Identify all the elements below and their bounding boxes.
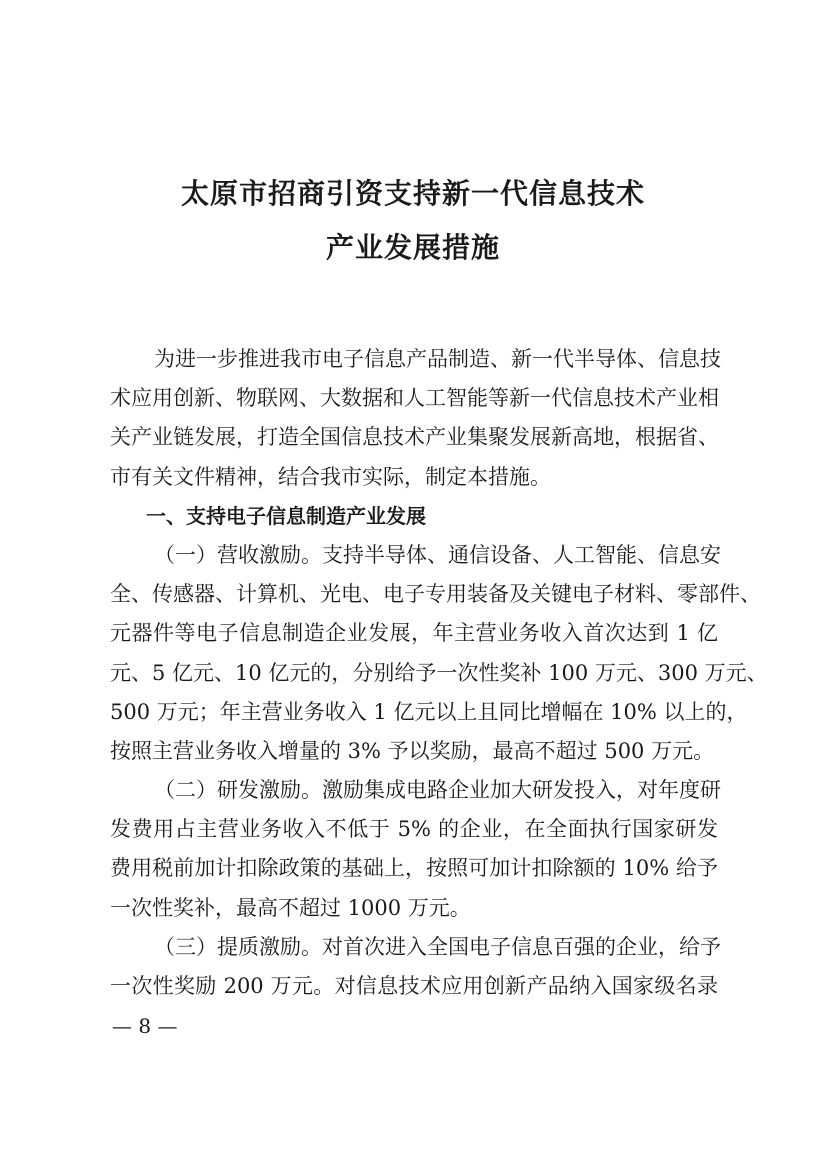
text-line: 关产业链发展，打造全国信息技术产业集聚发展新高地，根据省、 bbox=[110, 425, 719, 450]
text-line: 元、5 亿元、10 亿元的，分别给予一次性奖补 100 万元、300 万元、 bbox=[110, 660, 768, 685]
intro-paragraph bbox=[110, 340, 721, 497]
document-body bbox=[110, 340, 768, 1006]
text-line: 元器件等电子信息制造企业发展，年主营业务收入首次达到 1 亿 bbox=[110, 621, 718, 646]
text-line: 一次性奖励 200 万元。对信息技术应用创新产品纳入国家级名录 bbox=[110, 974, 718, 998]
text-line: 费用税前加计扣除政策的基础上，按照可加计扣除额的 10% 给予 bbox=[110, 856, 718, 881]
text-line: （二）研发激励。激励集成电路企业加大研发投入，对年度研 bbox=[154, 778, 721, 803]
section-heading: 一、支持电子信息制造产业发展 bbox=[146, 503, 426, 528]
text-line: 一次性奖补，最高不超过 1000 万元。 bbox=[110, 895, 471, 920]
text-line: 发费用占主营业务收入不低于 5% 的企业，在全面执行国家研发 bbox=[110, 817, 718, 842]
document-title-line-1: 太原市招商引资支持新一代信息技术 bbox=[180, 177, 645, 210]
item-2-paragraph bbox=[110, 771, 721, 928]
text-line: 按照主营业务收入增量的 3% 予以奖励，最高不超过 500 万元。 bbox=[110, 738, 715, 763]
text-line: 市有关文件精神，结合我市实际，制定本措施。 bbox=[110, 464, 551, 489]
page-number: — 8 — bbox=[112, 1014, 178, 1038]
text-line: 为进一步推进我市电子信息产品制造、新一代半导体、信息技 bbox=[154, 347, 721, 371]
text-line: 全、传感器、计算机、光电、电子专用装备及关键电子材料、零部件、 bbox=[110, 582, 761, 607]
text-line: （一）营收激励。支持半导体、通信设备、人工智能、信息安 bbox=[154, 542, 721, 567]
text-line: （三）提质激励。对首次进入全国电子信息百强的企业，给予 bbox=[154, 934, 721, 959]
document-title-line-2: 产业发展措施 bbox=[325, 231, 500, 264]
text-line: 术应用创新、物联网、大数据和人工智能等新一代信息技术产业相 bbox=[110, 386, 719, 411]
item-3-paragraph bbox=[110, 928, 721, 1006]
text-line: 500 万元；年主营业务收入 1 亿元以上且同比增幅在 10% 以上的， bbox=[110, 699, 748, 724]
item-1-paragraph bbox=[110, 536, 768, 771]
